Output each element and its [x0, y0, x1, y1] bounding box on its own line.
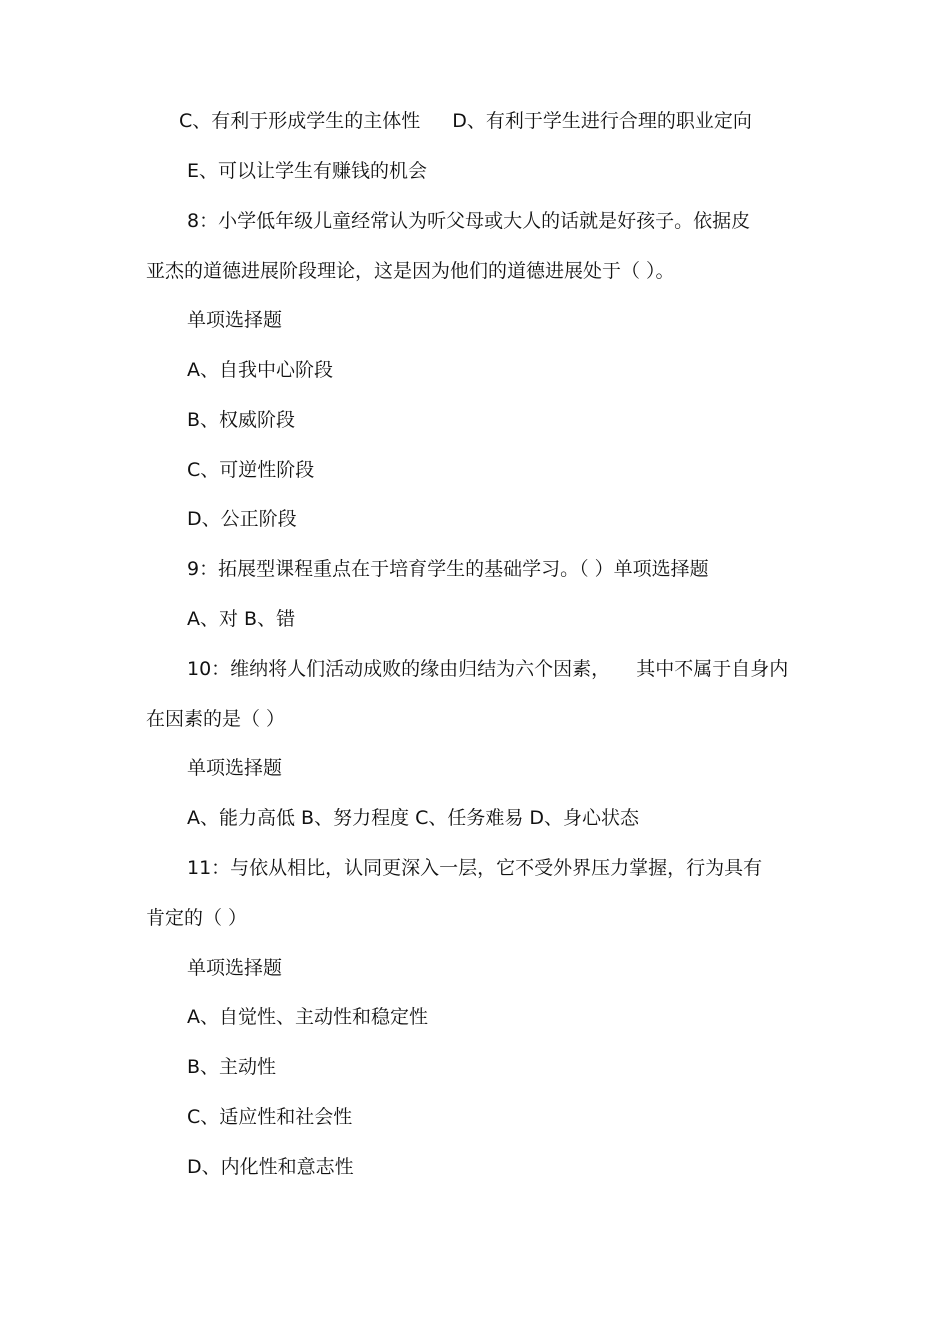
q11-option-b: B、主动性 [187, 1056, 277, 1078]
q11-text-line1: 11：与依从相比，认同更深入一层，它不受外界压力掌握，行为具有 [187, 857, 763, 879]
q8-option-c: C、可逆性阶段 [187, 459, 315, 481]
q8-option-d: D、公正阶段 [187, 508, 297, 530]
q10-text-line1 [187, 656, 788, 682]
q8-text-line1: 8：小学低年级儿童经常认为听父母或大人的话就是好孩子。依据皮 [187, 210, 751, 232]
q8-option-b: B、权威阶段 [187, 409, 296, 431]
q11-text-line2: 肯定的（ ） [146, 907, 248, 929]
q7-options-c-d [179, 108, 752, 134]
q9-options: A、对 B、错 [187, 608, 296, 630]
q10-text-line2: 在因素的是（ ） [146, 708, 286, 730]
q10-text-part1: 10：维纳将人们活动成败的缘由归结为六个因素， [187, 658, 611, 680]
q8-type: 单项选择题 [187, 309, 283, 331]
q11-option-d: D、内化性和意志性 [187, 1156, 354, 1178]
q7-option-d: D、有利于学生进行合理的职业定向 [452, 110, 752, 132]
q11-option-a: A、自觉性、主动性和稳定性 [187, 1006, 428, 1028]
q8-text-line2: 亚杰的道德进展阶段理论，这是因为他们的道德进展处于（ ）。 [146, 260, 675, 282]
q7-option-e: E、可以让学生有赚钱的机会 [187, 160, 428, 182]
q11-option-c: C、适应性和社会性 [187, 1106, 353, 1128]
q7-option-c: C、有利于形成学生的主体性 [179, 110, 421, 132]
q11-type: 单项选择题 [187, 957, 283, 979]
q9-text: 9：拓展型课程重点在于培育学生的基础学习。（ ）单项选择题 [187, 558, 709, 580]
q10-options: A、能力高低 B、努力程度 C、任务难易 D、身心状态 [187, 807, 640, 829]
q10-type: 单项选择题 [187, 757, 283, 779]
q10-text-part2: 其中不属于自身内 [636, 658, 789, 680]
q8-option-a: A、自我中心阶段 [187, 359, 333, 381]
